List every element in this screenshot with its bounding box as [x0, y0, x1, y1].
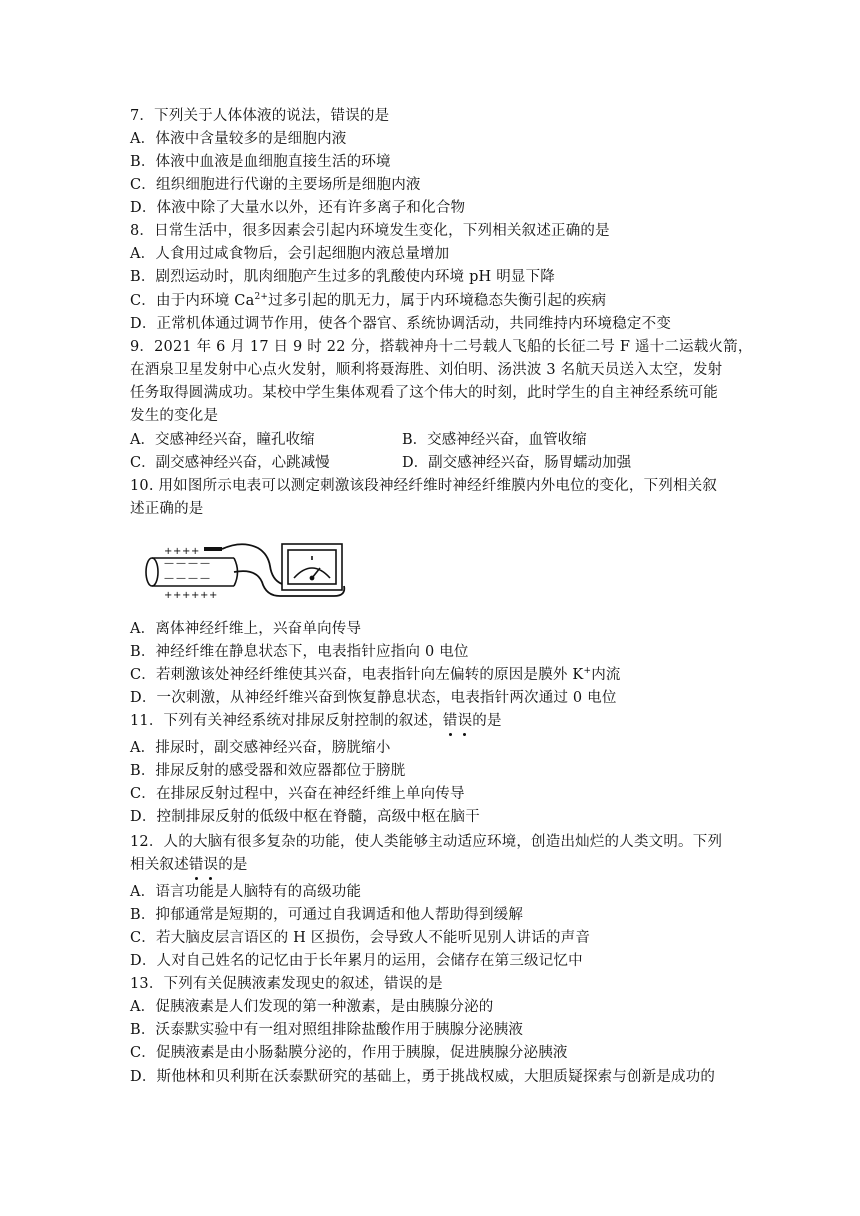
q10-stem-line1: 10. 用如图所示电表可以测定刺激该段神经纤维时神经纤维膜内外电位的变化，下列相关叙 [130, 478, 718, 494]
q12-option-a: A．语言功能是人脑特有的高级功能 [130, 884, 362, 900]
q8-option-c-text-rest: 过多引起的肌无力，属于内环境稳态失衡引起的疾病 [268, 293, 607, 309]
q10-option-c-text-rest: 内流 [591, 667, 621, 683]
svg-text:+: + [182, 546, 191, 557]
wire-icon [222, 544, 344, 596]
q12-option-c: C．若大脑皮层言语区的 H 区损伤，会导致人不能听见别人讲话的声音 [130, 930, 591, 946]
svg-text:—: — [188, 558, 198, 569]
q13-option-c: C．促胰液素是由小肠黏膜分泌的，作用于胰腺，促进胰腺分泌胰液 [130, 1045, 568, 1061]
galvanometer-icon [282, 544, 342, 590]
q9-stem-line2: 在酒泉卫星发射中心点火发射，顺利将聂海胜、刘伯明、汤洪波 3 名航天员送入太空，发射 [130, 362, 723, 378]
q11-stem [130, 711, 502, 731]
q9-option-d: D．副交感神经兴奋，肠胃蠕动加强 [402, 455, 632, 471]
q13-option-a: A．促胰液素是人们发现的第一种激素，是由胰腺分泌的 [130, 999, 494, 1015]
inner-negative-charges [164, 558, 210, 584]
svg-text:—: — [164, 558, 174, 569]
q9-option-c: C．副交感神经兴奋，心跳减慢 [130, 455, 330, 471]
q7-option-c: C．组织细胞进行代谢的主要场所是细胞内液 [130, 177, 421, 193]
electrode-icon [204, 547, 222, 551]
q9-stem-line1: 9．2021 年 6 月 17 日 9 时 22 分，搭载神舟十二号载人飞船的长征二号 F 遥十二运载火箭， [130, 339, 753, 355]
svg-text:+: + [209, 590, 218, 601]
q9-stem-line4: 发生的变化是 [130, 408, 219, 424]
svg-text:—: — [188, 573, 198, 584]
q10-option-b: B．神经纤维在静息状态下，电表指针应指向 0 电位 [130, 644, 469, 660]
q7-option-a: A．体液中含量较多的是细胞内液 [130, 131, 347, 147]
q8-option-c-text: C．由于内环境 Ca [130, 293, 255, 309]
q12-stem-text: 相关叙述 [130, 857, 189, 873]
svg-text:+: + [191, 546, 200, 557]
q11-option-c: C．在排尿反射过程中，兴奋在神经纤维上单向传导 [130, 786, 465, 802]
emphasis-char: 误 [203, 857, 219, 873]
q8-option-b: B．剧烈运动时，肌肉细胞产生过多的乳酸使内环境 pH 明显下降 [130, 269, 555, 285]
q10-option-d: D．一次刺激，从神经纤维兴奋到恢复静息状态，电表指针两次通过 0 电位 [130, 690, 617, 706]
potassium-charge-superscript: + [583, 666, 592, 677]
q10-option-c [130, 665, 621, 685]
svg-text:+: + [182, 590, 191, 601]
svg-text:—: — [164, 573, 174, 584]
q8-option-a: A．人食用过咸食物后，会引起细胞内液总量增加 [130, 246, 450, 262]
q11-stem-text: 11．下列有关神经系统对排尿反射控制的叙述， [130, 713, 443, 729]
q9-options-ab [130, 430, 587, 450]
emphasis-char: 错 [442, 713, 458, 729]
svg-text:+: + [173, 590, 182, 601]
q13-option-d: D．斯他林和贝利斯在沃泰默研究的基础上，勇于挑战权威，大胆质疑探索与创新是成功的 [130, 1069, 716, 1085]
svg-text:+: + [191, 590, 200, 601]
q13-stem: 13．下列有关促胰液素发现史的叙述，错误的是 [130, 976, 443, 992]
q9-option-b: B．交感神经兴奋，血管收缩 [402, 432, 587, 448]
q8-option-d: D．正常机体通过调节作用，使各个器官、系统协调活动，共同维持内环境稳定不变 [130, 316, 672, 332]
svg-text:—: — [200, 573, 210, 584]
q7-stem: 7．下列关于人体体液的说法，错误的是 [130, 108, 390, 124]
nerve-fiber-galvanometer-figure [138, 538, 358, 606]
q7-option-d: D．体液中除了大量水以外，还有许多离子和化合物 [130, 200, 466, 216]
q12-option-d: D．人对自己姓名的记忆由于长年累月的运用，会储存在第三级记忆中 [130, 953, 583, 969]
svg-text:—: — [176, 558, 186, 569]
svg-text:+: + [200, 590, 209, 601]
q12-stem-line1: 12．人的大脑有很多复杂的功能，使人类能够主动适应环境，创造出灿烂的人类文明。下列 [130, 834, 723, 850]
calcium-charge-superscript: 2+ [254, 292, 269, 303]
q9-stem-line3: 任务取得圆满成功。某校中学生集体观看了这个伟大的时刻，此时学生的自主神经系统可能 [130, 385, 718, 401]
svg-text:+: + [164, 546, 173, 557]
q11-option-a: A．排尿时，副交感神经兴奋，膀胱缩小 [130, 740, 391, 756]
q9-option-a: A．交感神经兴奋，瞳孔收缩 [130, 432, 315, 448]
q8-stem: 8．日常生活中，很多因素会引起内环境发生变化，下列相关叙述正确的是 [130, 223, 610, 239]
q11-option-b: B．排尿反射的感受器和效应器都位于膀胱 [130, 763, 406, 779]
svg-text:+: + [164, 590, 173, 601]
svg-text:—: — [176, 573, 186, 584]
q8-option-c [130, 291, 606, 311]
q10-option-a: A．离体神经纤维上，兴奋单向传导 [130, 621, 362, 637]
q12-stem-text-rest: 的是 [218, 857, 248, 873]
svg-text:+: + [173, 546, 182, 557]
emphasis-char: 误 [457, 713, 473, 729]
q12-stem-line2 [130, 855, 248, 875]
q12-option-b: B．抑郁通常是短期的，可通过自我调适和他人帮助得到缓解 [130, 907, 524, 923]
q11-stem-text-rest: 的是 [472, 713, 502, 729]
galvanometer-diagram [138, 538, 358, 606]
q10-option-c-text: C．若刺激该处神经纤维使其兴奋，电表指针向左偏转的原因是膜外 K [130, 667, 584, 683]
svg-text:—: — [200, 558, 210, 569]
q10-stem-line2: 述正确的是 [130, 501, 204, 517]
q7-option-b: B．体液中血液是血细胞直接生活的环境 [130, 154, 391, 170]
q9-options-cd [130, 453, 632, 473]
q11-option-d: D．控制排尿反射的低级中枢在脊髓，高级中枢在脑干 [130, 809, 480, 825]
emphasis-char: 错 [188, 857, 204, 873]
q13-option-b: B．沃泰默实验中有一组对照组排除盐酸作用于胰腺分泌胰液 [130, 1022, 524, 1038]
